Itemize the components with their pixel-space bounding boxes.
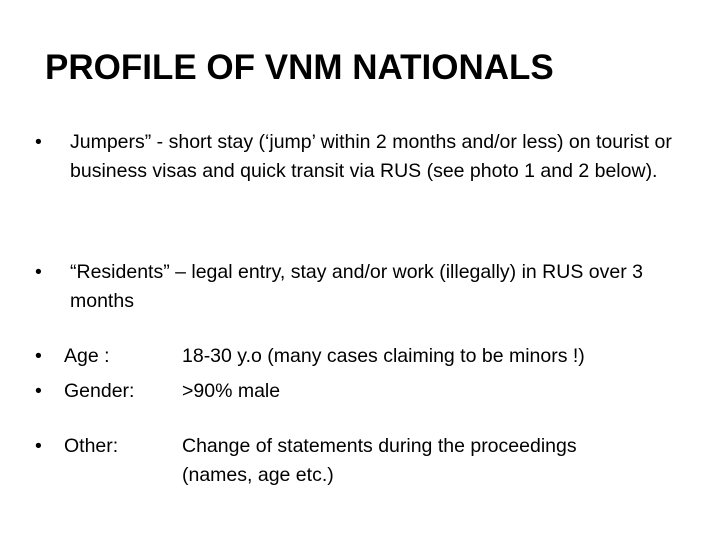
other-label: Other:	[64, 435, 119, 457]
bullet-dot-icon: •	[35, 380, 42, 402]
bullet-dot-icon: •	[35, 435, 42, 457]
bullet-residents	[35, 258, 695, 316]
gender-label: Gender:	[64, 380, 135, 402]
bullet-dot-icon: •	[35, 131, 42, 153]
bullet-row	[35, 128, 695, 186]
bullet-text: “Residents” – legal entry, stay and/or work (illegally) in RUS over 3 months	[70, 261, 643, 312]
other-value: Change of statements during the proceedings (names, age etc.)	[182, 435, 577, 486]
bullet-dot-icon: •	[35, 345, 42, 367]
gender-value: >90% male	[182, 380, 281, 402]
age-label: Age :	[64, 345, 110, 367]
bullet-text: Jumpers” - short stay (‘jump’ within 2 months and/or less) on tourist or business visas and quick transit via RUS (see photo 1 and 2 below).	[70, 131, 672, 182]
bullet-row	[35, 258, 695, 316]
bullet-jumpers	[35, 128, 695, 186]
bullet-dot-icon: •	[35, 261, 42, 283]
age-value: 18-30 y.o (many cases claiming to be minors !)	[182, 345, 585, 367]
slide-title: PROFILE OF VNM NATIONALS	[45, 48, 554, 87]
